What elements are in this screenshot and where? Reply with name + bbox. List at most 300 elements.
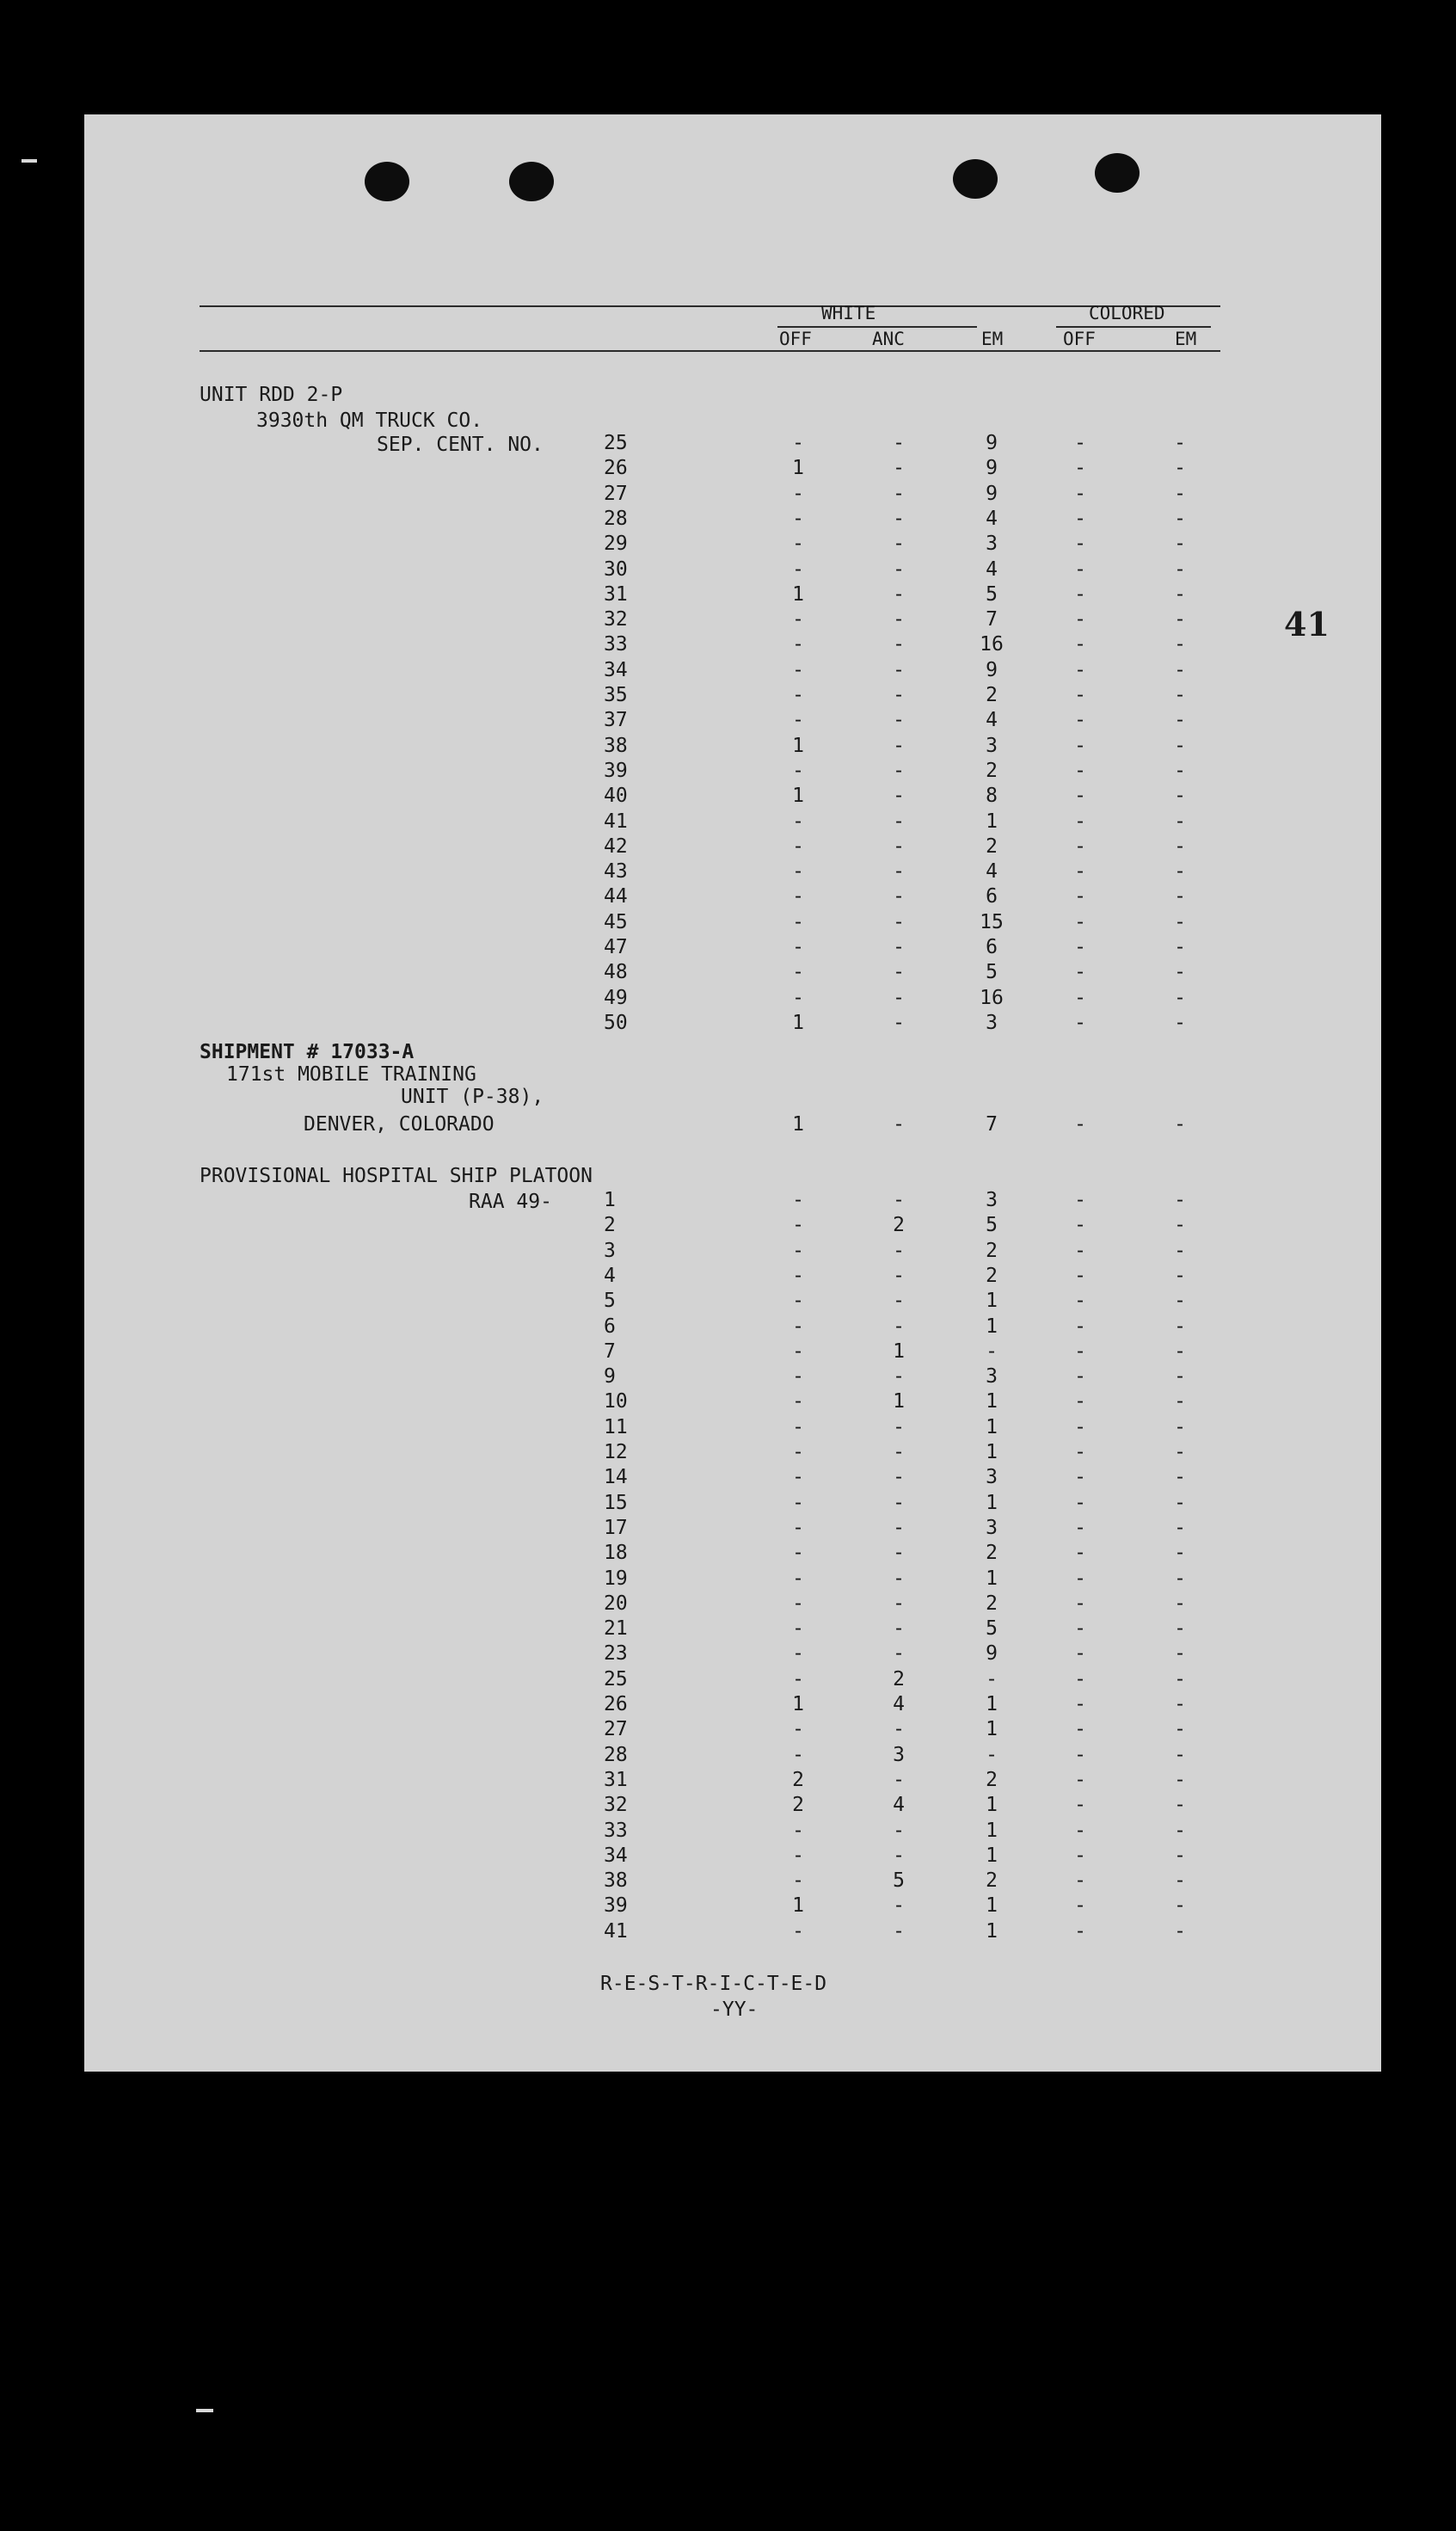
cell-white-em: 2 — [986, 1592, 998, 1615]
cell-colored-em: - — [1174, 1894, 1186, 1918]
cell-number: 39 — [604, 759, 628, 782]
cell-white-em: 3 — [986, 1466, 998, 1489]
cell-white-em: 9 — [986, 658, 998, 681]
cell-colored-off: - — [1074, 1214, 1086, 1237]
table-row — [84, 456, 1381, 481]
cell-white-anc: - — [893, 1819, 905, 1842]
table-row — [84, 1641, 1381, 1666]
cell-white-off: - — [792, 1642, 804, 1666]
cell-white-anc: - — [893, 936, 905, 958]
cell-number: 34 — [604, 658, 628, 681]
cell-white-anc: - — [893, 1189, 905, 1211]
cell-white-em: 4 — [986, 557, 998, 581]
cell-white-anc: - — [893, 1113, 905, 1136]
cell-colored-em: - — [1174, 1365, 1186, 1389]
cell-white-em: 2 — [986, 1239, 998, 1262]
cell-white-off: - — [792, 557, 804, 581]
cell-number: 1 — [604, 1189, 616, 1211]
cell-number: 47 — [604, 936, 628, 958]
cell-white-off: 1 — [792, 1894, 804, 1918]
cell-colored-off: - — [1074, 482, 1086, 505]
cell-colored-off: - — [1074, 1592, 1086, 1615]
cell-white-off: 1 — [792, 785, 804, 808]
cell-white-anc: - — [893, 1642, 905, 1666]
cell-white-off: - — [792, 1667, 804, 1690]
cell-colored-off: - — [1074, 457, 1086, 480]
cell-number: 45 — [604, 910, 628, 933]
cell-colored-em: - — [1174, 1466, 1186, 1489]
cell-white-off: - — [792, 986, 804, 1009]
cell-white-off: - — [792, 1516, 804, 1539]
cell-white-off: - — [792, 1617, 804, 1641]
cell-white-anc: - — [893, 1011, 905, 1034]
cell-colored-em: - — [1174, 457, 1186, 480]
cell-colored-off: - — [1074, 1869, 1086, 1893]
cell-white-off: - — [792, 533, 804, 556]
white-off-header: OFF — [779, 329, 812, 349]
cell-number: 49 — [604, 986, 628, 1009]
cell-colored-off: - — [1074, 936, 1086, 958]
table-row — [84, 1793, 1381, 1818]
cell-white-anc: 4 — [893, 1794, 905, 1817]
cell-white-em: 1 — [986, 1441, 998, 1463]
table-row — [84, 1617, 1381, 1641]
cell-number: 3 — [604, 1239, 616, 1262]
cell-colored-off: - — [1074, 1011, 1086, 1034]
cell-colored-off: - — [1074, 1264, 1086, 1287]
table-row — [84, 859, 1381, 884]
cell-white-em: 5 — [986, 961, 998, 984]
table-row — [84, 960, 1381, 985]
table-row — [84, 658, 1381, 683]
cell-white-off: - — [792, 1919, 804, 1943]
cell-white-off: - — [792, 1542, 804, 1565]
cell-colored-em: - — [1174, 1339, 1186, 1363]
cell-white-off: - — [792, 1743, 804, 1766]
table-row — [84, 1692, 1381, 1717]
punch-hole — [1095, 153, 1140, 193]
white-header: WHITE — [821, 303, 876, 323]
cell-number: 18 — [604, 1542, 628, 1565]
cell-number: 32 — [604, 608, 628, 631]
cell-white-off: - — [792, 1365, 804, 1389]
cell-number: 23 — [604, 1642, 628, 1666]
cell-white-em: 9 — [986, 457, 998, 480]
table-row — [84, 986, 1381, 1011]
cell-white-anc: - — [893, 1894, 905, 1918]
cell-colored-em: - — [1174, 1819, 1186, 1842]
cell-white-anc: - — [893, 1466, 905, 1489]
cell-colored-em: - — [1174, 582, 1186, 606]
cell-colored-off: - — [1074, 1642, 1086, 1666]
cell-white-em: 1 — [986, 1390, 998, 1413]
cell-white-em: 1 — [986, 1919, 998, 1943]
cell-white-off: 1 — [792, 457, 804, 480]
table-row — [84, 1264, 1381, 1289]
unit-title: UNIT RDD 2-P — [200, 384, 343, 406]
cell-colored-off: - — [1074, 734, 1086, 757]
cell-colored-em: - — [1174, 1642, 1186, 1666]
cell-white-em: 4 — [986, 709, 998, 732]
scan-mark — [196, 2409, 213, 2412]
cell-white-anc: - — [893, 633, 905, 656]
cell-white-anc: - — [893, 1844, 905, 1867]
cell-number: 41 — [604, 1919, 628, 1943]
cell-colored-off: - — [1074, 1315, 1086, 1338]
cell-colored-off: - — [1074, 910, 1086, 933]
cell-white-anc: 1 — [893, 1390, 905, 1413]
table-row — [84, 1415, 1381, 1440]
cell-colored-em: - — [1174, 1542, 1186, 1565]
cell-colored-em: - — [1174, 1441, 1186, 1463]
cell-colored-em: - — [1174, 482, 1186, 505]
cell-number: 20 — [604, 1592, 628, 1615]
table-row — [84, 1567, 1381, 1592]
cell-number: 33 — [604, 633, 628, 656]
cell-white-off: - — [792, 834, 804, 858]
cell-white-em: 7 — [986, 608, 998, 631]
cell-white-em: 2 — [986, 834, 998, 858]
cell-colored-em: - — [1174, 1844, 1186, 1867]
cell-white-em: 6 — [986, 885, 998, 908]
cell-colored-em: - — [1174, 1415, 1186, 1438]
scan-mark — [22, 159, 37, 163]
shipment-location: DENVER, COLORADO — [304, 1113, 495, 1136]
cell-white-off: - — [792, 709, 804, 732]
cell-colored-em: - — [1174, 1567, 1186, 1590]
cell-colored-off: - — [1074, 709, 1086, 732]
cell-colored-em: - — [1174, 507, 1186, 530]
cell-white-anc: - — [893, 1415, 905, 1438]
table-row — [84, 1440, 1381, 1465]
table-row — [84, 1465, 1381, 1490]
cell-colored-off: - — [1074, 1516, 1086, 1539]
table-row — [84, 734, 1381, 759]
cell-white-em: 1 — [986, 1819, 998, 1842]
shipment-title: SHIPMENT # 17033-A — [200, 1041, 415, 1063]
white-em-header: EM — [981, 329, 1004, 349]
cell-white-em: 1 — [986, 1693, 998, 1715]
cell-colored-em: - — [1174, 608, 1186, 631]
cell-number: 11 — [604, 1415, 628, 1438]
cell-white-anc: - — [893, 658, 905, 681]
cell-colored-off: - — [1074, 1239, 1086, 1262]
cell-number: 4 — [604, 1264, 616, 1287]
cell-colored-em: - — [1174, 1516, 1186, 1539]
cell-number: 42 — [604, 834, 628, 858]
table-row — [84, 834, 1381, 859]
sep-cent-label: SEP. CENT. NO. — [377, 434, 544, 456]
cell-number: 30 — [604, 557, 628, 581]
cell-colored-em: - — [1174, 1693, 1186, 1715]
cell-white-anc: - — [893, 734, 905, 757]
cell-white-em: 3 — [986, 1011, 998, 1034]
cell-white-off: - — [792, 860, 804, 884]
cell-colored-em: - — [1174, 961, 1186, 984]
cell-colored-off: - — [1074, 582, 1086, 606]
cell-white-anc: - — [893, 1542, 905, 1565]
cell-number: 43 — [604, 860, 628, 884]
cell-white-anc: 2 — [893, 1214, 905, 1237]
footer-code: -YY- — [710, 1998, 759, 2021]
cell-colored-off: - — [1074, 1491, 1086, 1514]
table-row — [84, 532, 1381, 557]
cell-colored-off: - — [1074, 1567, 1086, 1590]
table-row — [84, 1717, 1381, 1742]
cell-colored-em: - — [1174, 1113, 1186, 1136]
unit-company: 3930th QM TRUCK CO. — [256, 410, 483, 432]
cell-white-em: - — [986, 1667, 998, 1690]
cell-number: 6 — [604, 1315, 616, 1338]
cell-number: 39 — [604, 1894, 628, 1918]
table-row — [84, 1213, 1381, 1238]
cell-white-off: - — [792, 1264, 804, 1287]
cell-white-em: 5 — [986, 1214, 998, 1237]
table-row — [84, 1364, 1381, 1389]
cell-white-off: 1 — [792, 1113, 804, 1136]
table-row — [84, 1844, 1381, 1869]
cell-number: 50 — [604, 1011, 628, 1034]
cell-colored-em: - — [1174, 810, 1186, 833]
table-row — [84, 1592, 1381, 1617]
table-row — [84, 708, 1381, 733]
cell-colored-em: - — [1174, 633, 1186, 656]
cell-white-off: - — [792, 1718, 804, 1741]
cell-white-off: - — [792, 1466, 804, 1489]
cell-white-em: 5 — [986, 1617, 998, 1641]
cell-white-em: 16 — [980, 986, 1004, 1009]
cell-white-anc: 2 — [893, 1667, 905, 1690]
table-row — [84, 1289, 1381, 1314]
cell-colored-em: - — [1174, 910, 1186, 933]
cell-white-off: - — [792, 1189, 804, 1211]
table-row — [84, 1516, 1381, 1541]
platoon-title: PROVISIONAL HOSPITAL SHIP PLATOON — [200, 1165, 593, 1187]
cell-number: 35 — [604, 684, 628, 706]
cell-number: 38 — [604, 734, 628, 757]
cell-colored-em: - — [1174, 759, 1186, 782]
cell-colored-em: - — [1174, 1239, 1186, 1262]
cell-white-em: 3 — [986, 734, 998, 757]
cell-white-em: - — [986, 1743, 998, 1766]
cell-number: 27 — [604, 482, 628, 505]
cell-number: 17 — [604, 1516, 628, 1539]
cell-colored-em: - — [1174, 1794, 1186, 1817]
cell-white-off: 2 — [792, 1768, 804, 1791]
cell-colored-off: - — [1074, 1718, 1086, 1741]
cell-white-off: - — [792, 885, 804, 908]
cell-white-anc: - — [893, 810, 905, 833]
cell-white-em: 15 — [980, 910, 1004, 933]
cell-colored-off: - — [1074, 432, 1086, 454]
cell-colored-em: - — [1174, 1869, 1186, 1893]
cell-colored-off: - — [1074, 1113, 1086, 1136]
table-row — [84, 683, 1381, 708]
cell-colored-off: - — [1074, 557, 1086, 581]
cell-number: 9 — [604, 1365, 616, 1389]
cell-colored-em: - — [1174, 860, 1186, 884]
restricted-footer: R-E-S-T-R-I-C-T-E-D — [600, 1973, 827, 1995]
table-row — [84, 1315, 1381, 1339]
cell-colored-off: - — [1074, 533, 1086, 556]
cell-colored-off: - — [1074, 1844, 1086, 1867]
table-row — [84, 1188, 1381, 1213]
cell-colored-off: - — [1074, 1894, 1086, 1918]
table-row — [84, 1011, 1381, 1036]
cell-white-em: 3 — [986, 1189, 998, 1211]
cell-white-em: 9 — [986, 1642, 998, 1666]
table-row — [84, 1339, 1381, 1364]
cell-white-em: 3 — [986, 1365, 998, 1389]
cell-white-em: 2 — [986, 1542, 998, 1565]
cell-colored-off: - — [1074, 1365, 1086, 1389]
cell-number: 21 — [604, 1617, 628, 1641]
cell-colored-off: - — [1074, 1794, 1086, 1817]
cell-number: 28 — [604, 507, 628, 530]
cell-white-anc: - — [893, 1491, 905, 1514]
cell-colored-off: - — [1074, 860, 1086, 884]
cell-white-anc: - — [893, 910, 905, 933]
cell-white-off: - — [792, 1290, 804, 1313]
cell-white-anc: - — [893, 507, 905, 530]
cell-number: 25 — [604, 432, 628, 454]
cell-white-anc: - — [893, 482, 905, 505]
cell-white-anc: - — [893, 1441, 905, 1463]
colored-em-header: EM — [1175, 329, 1197, 349]
cell-white-off: - — [792, 507, 804, 530]
table-row — [84, 582, 1381, 607]
cell-white-em: 4 — [986, 507, 998, 530]
cell-white-anc: - — [893, 533, 905, 556]
colored-off-header: OFF — [1063, 329, 1096, 349]
cell-white-anc: - — [893, 457, 905, 480]
cell-white-anc: - — [893, 1264, 905, 1287]
header-top-rule — [200, 305, 1220, 307]
cell-white-off: - — [792, 759, 804, 782]
cell-white-anc: - — [893, 709, 905, 732]
table-row — [84, 431, 1381, 456]
cell-white-anc: - — [893, 432, 905, 454]
cell-white-off: - — [792, 961, 804, 984]
cell-colored-off: - — [1074, 785, 1086, 808]
cell-white-em: 1 — [986, 810, 998, 833]
table-row — [84, 1112, 1381, 1137]
cell-white-anc: - — [893, 834, 905, 858]
cell-white-anc: - — [893, 1617, 905, 1641]
cell-white-em: 1 — [986, 1290, 998, 1313]
table-row — [84, 1869, 1381, 1894]
cell-colored-off: - — [1074, 810, 1086, 833]
table-row — [84, 910, 1381, 935]
table-row — [84, 1491, 1381, 1516]
cell-colored-em: - — [1174, 1390, 1186, 1413]
cell-white-anc: - — [893, 608, 905, 631]
cell-white-em: 2 — [986, 759, 998, 782]
cell-number: 26 — [604, 1693, 628, 1715]
cell-colored-off: - — [1074, 834, 1086, 858]
cell-colored-em: - — [1174, 1718, 1186, 1741]
cell-colored-off: - — [1074, 1339, 1086, 1363]
table-row — [84, 810, 1381, 834]
cell-white-anc: 5 — [893, 1869, 905, 1893]
cell-colored-off: - — [1074, 885, 1086, 908]
cell-white-anc: - — [893, 684, 905, 706]
cell-colored-off: - — [1074, 1415, 1086, 1438]
cell-colored-off: - — [1074, 1667, 1086, 1690]
table-row — [84, 935, 1381, 960]
cell-white-em: 3 — [986, 1516, 998, 1539]
cell-white-anc: - — [893, 1768, 905, 1791]
cell-white-anc: 3 — [893, 1743, 905, 1766]
cell-white-off: - — [792, 1844, 804, 1867]
cell-colored-off: - — [1074, 986, 1086, 1009]
cell-white-off: - — [792, 1339, 804, 1363]
cell-number: 33 — [604, 1819, 628, 1842]
table-row — [84, 1667, 1381, 1692]
cell-white-em: 16 — [980, 633, 1004, 656]
page-number: 41 — [1284, 605, 1330, 644]
cell-white-off: - — [792, 1491, 804, 1514]
punch-hole — [953, 159, 998, 199]
cell-white-em: 5 — [986, 582, 998, 606]
cell-colored-em: - — [1174, 734, 1186, 757]
punch-hole — [365, 162, 409, 201]
cell-white-em: 2 — [986, 1768, 998, 1791]
cell-white-em: 3 — [986, 533, 998, 556]
shipment-unit-cont: UNIT (P-38), — [401, 1086, 544, 1108]
cell-number: 40 — [604, 785, 628, 808]
cell-number: 31 — [604, 582, 628, 606]
cell-white-em: 9 — [986, 432, 998, 454]
cell-white-off: 1 — [792, 582, 804, 606]
cell-white-off: 1 — [792, 1693, 804, 1715]
cell-white-anc: - — [893, 961, 905, 984]
cell-colored-off: - — [1074, 608, 1086, 631]
cell-white-off: - — [792, 482, 804, 505]
cell-number: 29 — [604, 533, 628, 556]
cell-colored-off: - — [1074, 633, 1086, 656]
cell-white-em: 2 — [986, 684, 998, 706]
cell-white-anc: - — [893, 785, 905, 808]
cell-white-off: - — [792, 1819, 804, 1842]
cell-number: 19 — [604, 1567, 628, 1590]
table-row — [84, 607, 1381, 632]
cell-white-em: 1 — [986, 1415, 998, 1438]
cell-number: 2 — [604, 1214, 616, 1237]
cell-colored-off: - — [1074, 1768, 1086, 1791]
cell-white-off: 1 — [792, 1011, 804, 1034]
cell-number: 41 — [604, 810, 628, 833]
table-row — [84, 1389, 1381, 1414]
table-row — [84, 557, 1381, 582]
table-row — [84, 1919, 1381, 1944]
cell-colored-em: - — [1174, 1011, 1186, 1034]
table-row — [84, 1894, 1381, 1918]
cell-colored-em: - — [1174, 1768, 1186, 1791]
platoon-code: RAA 49- — [469, 1191, 552, 1213]
cell-white-anc: - — [893, 557, 905, 581]
cell-white-anc: - — [893, 885, 905, 908]
shipment-unit: 171st MOBILE TRAINING — [226, 1063, 476, 1086]
cell-colored-em: - — [1174, 1919, 1186, 1943]
cell-white-off: - — [792, 432, 804, 454]
cell-number: 5 — [604, 1290, 616, 1313]
cell-white-off: - — [792, 608, 804, 631]
cell-number: 38 — [604, 1869, 628, 1893]
cell-colored-em: - — [1174, 1264, 1186, 1287]
cell-number: 28 — [604, 1743, 628, 1766]
table-row — [84, 632, 1381, 657]
